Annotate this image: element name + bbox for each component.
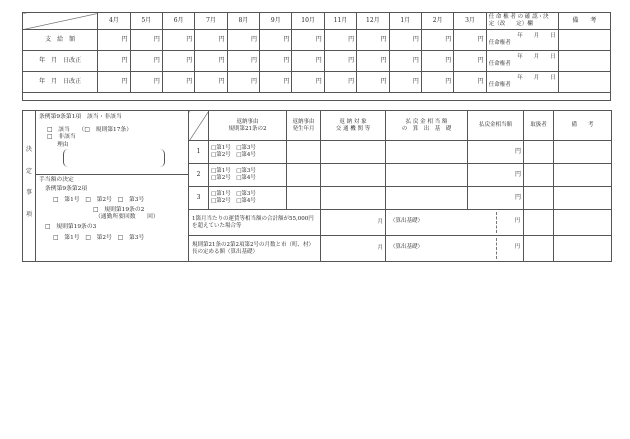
remarks-header: 備 考 (558, 13, 610, 30)
month-cell[interactable]: 円 (195, 30, 227, 51)
reason-option-line[interactable]: □第2号 □第4号 (211, 198, 256, 204)
occur-cell[interactable] (287, 164, 321, 187)
month-cell[interactable]: 円 (98, 30, 130, 51)
row-number: 2 (189, 164, 209, 187)
row-label: 支 給 額 (23, 30, 98, 51)
reason-options[interactable] (209, 141, 287, 164)
confirm-person: 任命権者 (488, 40, 511, 46)
handler-cell[interactable] (524, 164, 554, 187)
confirm-header: 任 命 権 者 の 確 認・決 定（改 定）欄 (486, 13, 558, 30)
month-cell[interactable]: 円 (227, 30, 259, 51)
reason-options[interactable] (209, 187, 287, 210)
header-transport: 返 納 対 象 交 通 機 関 等 (321, 111, 386, 141)
special-condition-text: 1箇月当たりの運賃等相当額の合計額が55,000円を超えていた場合等 (189, 210, 321, 236)
handler-cell[interactable] (524, 141, 554, 164)
month-header: 8月 (227, 13, 259, 30)
header-occur: 返納事由 発生年月 (287, 111, 321, 141)
month-cell[interactable]: 円 (162, 51, 194, 72)
month-header: 10月 (292, 13, 324, 30)
month-header: 5月 (130, 13, 162, 30)
decision-line: 条例第9条第2項 (45, 186, 88, 193)
decision-line[interactable]: □ 第1号 □ 第2号 □ 第3号 (53, 234, 145, 241)
confirm-cell[interactable] (486, 51, 558, 72)
decision-side-label: 決 定 事 項 (23, 111, 36, 262)
month-cell[interactable]: 円 (324, 51, 356, 72)
month-header: 9月 (260, 13, 292, 30)
amount-cell[interactable]: 円 (468, 141, 524, 164)
decision-line[interactable]: □ 該当 （□ 規則第17条） (47, 127, 132, 134)
row-number: 3 (189, 187, 209, 210)
refund-decision-table (22, 110, 612, 262)
month-header: 4月 (98, 13, 130, 30)
confirm-date: 年 月 日 (517, 54, 556, 61)
transport-cell[interactable] (321, 164, 386, 187)
months-cell[interactable]: 月 (321, 236, 386, 262)
reason-option-line[interactable]: □第2号 □第4号 (211, 152, 256, 158)
confirm-person: 任命権者 (488, 82, 511, 88)
decision-line: 手当額の決定 (39, 177, 74, 184)
row-label: 年 月 日改正 (23, 72, 98, 93)
corner-cell (189, 111, 209, 141)
header-basis: 払 戻 金 相 当 額 の 算 出 基 礎 (386, 111, 468, 141)
handler-cell[interactable] (524, 187, 554, 210)
month-cell[interactable]: 円 (130, 72, 162, 93)
month-cell[interactable]: 円 (227, 72, 259, 93)
month-header: 3月 (454, 13, 486, 30)
row-label: 年 月 日改正 (23, 51, 98, 72)
basis-cell[interactable] (386, 187, 468, 210)
payment-row (23, 30, 611, 51)
corner-cell (23, 13, 98, 30)
month-cell[interactable]: 円 (292, 51, 324, 72)
decision-content (36, 111, 189, 262)
basis-cell[interactable] (386, 141, 468, 164)
decision-line[interactable]: □ 規則第19条の2 (93, 206, 145, 213)
spacer-row (23, 93, 611, 101)
remarks-cell[interactable] (554, 164, 612, 187)
month-header: 6月 (162, 13, 194, 30)
confirm-date: 年 月 日 (517, 75, 556, 82)
month-cell[interactable]: 円 (454, 51, 486, 72)
amount-unit: 円 (514, 244, 520, 250)
basis-label: （算出基礎） (390, 218, 424, 224)
month-cell[interactable]: 円 (421, 72, 453, 93)
payment-row (23, 51, 611, 72)
confirm-date: 年 月 日 (517, 33, 556, 40)
month-cell[interactable]: 円 (454, 30, 486, 51)
row-number: 1 (189, 141, 209, 164)
decision-line: 条例第9条第1項 該当・非該当 (39, 114, 122, 120)
month-cell[interactable]: 円 (324, 72, 356, 93)
month-cell[interactable]: 円 (162, 72, 194, 93)
basis-dashed-cell[interactable] (386, 210, 524, 236)
basis-cell[interactable] (386, 164, 468, 187)
reason-option-line[interactable]: □第1号 □第3号 (211, 145, 256, 152)
amount-cell[interactable]: 円 (468, 164, 524, 187)
month-cell[interactable]: 円 (292, 30, 324, 51)
remarks-cell[interactable] (554, 187, 612, 210)
remarks-cell[interactable] (558, 72, 610, 93)
month-cell[interactable]: 円 (260, 51, 292, 72)
month-cell[interactable]: 円 (292, 72, 324, 93)
remarks-cell[interactable] (554, 236, 612, 262)
transport-cell[interactable] (321, 141, 386, 164)
month-cell[interactable]: 円 (260, 30, 292, 51)
occur-cell[interactable] (287, 141, 321, 164)
remarks-cell[interactable] (554, 141, 612, 164)
month-cell[interactable]: 円 (162, 30, 194, 51)
special-condition-text: 規則第21条の2第2項第2号の月数と市（町、村）長の定める額（算出基礎） (189, 236, 321, 262)
monthly-payment-table (22, 12, 611, 101)
reason-option-line[interactable]: □第1号 □第3号 (211, 191, 256, 198)
month-header: 2月 (421, 13, 453, 30)
amount-cell[interactable]: 円 (468, 187, 524, 210)
month-cell[interactable]: 円 (421, 30, 453, 51)
month-cell[interactable]: 円 (227, 51, 259, 72)
payment-row (23, 72, 611, 93)
decision-line[interactable]: □ 規則第19条の3 (45, 224, 97, 231)
decision-line[interactable]: □ 非該当 (47, 134, 76, 141)
decision-line[interactable]: □ 第1号 □ 第2号 □ 第3号 (53, 196, 145, 203)
reason-options[interactable] (209, 164, 287, 187)
header-reason: 返納事由 規則第21条の2 (209, 111, 287, 141)
month-cell[interactable]: 円 (260, 72, 292, 93)
occur-cell[interactable] (287, 187, 321, 210)
month-cell[interactable]: 円 (357, 51, 389, 72)
decision-line: （通勤所要回数 回） (95, 214, 159, 221)
basis-label: （算出基礎） (390, 244, 424, 250)
header-handler: 取扱者 (524, 111, 554, 141)
handler-cell[interactable] (524, 210, 554, 236)
handler-cell[interactable] (524, 236, 554, 262)
month-header: 12月 (357, 13, 389, 30)
confirm-person: 任命権者 (488, 61, 511, 67)
confirm-cell[interactable] (486, 30, 558, 51)
month-cell[interactable]: 円 (389, 30, 421, 51)
month-cell[interactable]: 円 (421, 51, 453, 72)
amount-unit: 円 (514, 218, 520, 224)
remarks-cell[interactable] (558, 30, 610, 51)
header-remarks: 備 考 (554, 111, 612, 141)
month-cell[interactable]: 円 (324, 30, 356, 51)
transport-cell[interactable] (321, 187, 386, 210)
remarks-cell[interactable] (558, 51, 610, 72)
month-cell[interactable]: 円 (357, 30, 389, 51)
basis-dashed-cell[interactable] (386, 236, 524, 262)
header-amount: 払戻金相当額 (468, 111, 524, 141)
month-cell[interactable]: 円 (98, 72, 130, 93)
reason-option-line[interactable]: □第2号 □第4号 (211, 175, 256, 181)
month-cell[interactable]: 円 (389, 51, 421, 72)
remarks-cell[interactable] (554, 210, 612, 236)
month-cell[interactable]: 円 (357, 72, 389, 93)
reason-option-line[interactable]: □第1号 □第3号 (211, 168, 256, 175)
month-cell[interactable]: 円 (130, 51, 162, 72)
confirm-cell[interactable] (486, 72, 558, 93)
month-cell[interactable]: 円 (195, 72, 227, 93)
month-header: 1月 (389, 13, 421, 30)
month-header: 11月 (324, 13, 356, 30)
month-cell[interactable]: 円 (454, 72, 486, 93)
month-cell[interactable]: 円 (98, 51, 130, 72)
month-cell[interactable]: 円 (130, 30, 162, 51)
months-cell[interactable]: 月 (321, 210, 386, 236)
month-cell[interactable]: 円 (389, 72, 421, 93)
month-header: 7月 (195, 13, 227, 30)
reason-bracket[interactable] (63, 149, 165, 167)
month-cell[interactable]: 円 (195, 51, 227, 72)
reason-label: 理由 (57, 141, 69, 148)
